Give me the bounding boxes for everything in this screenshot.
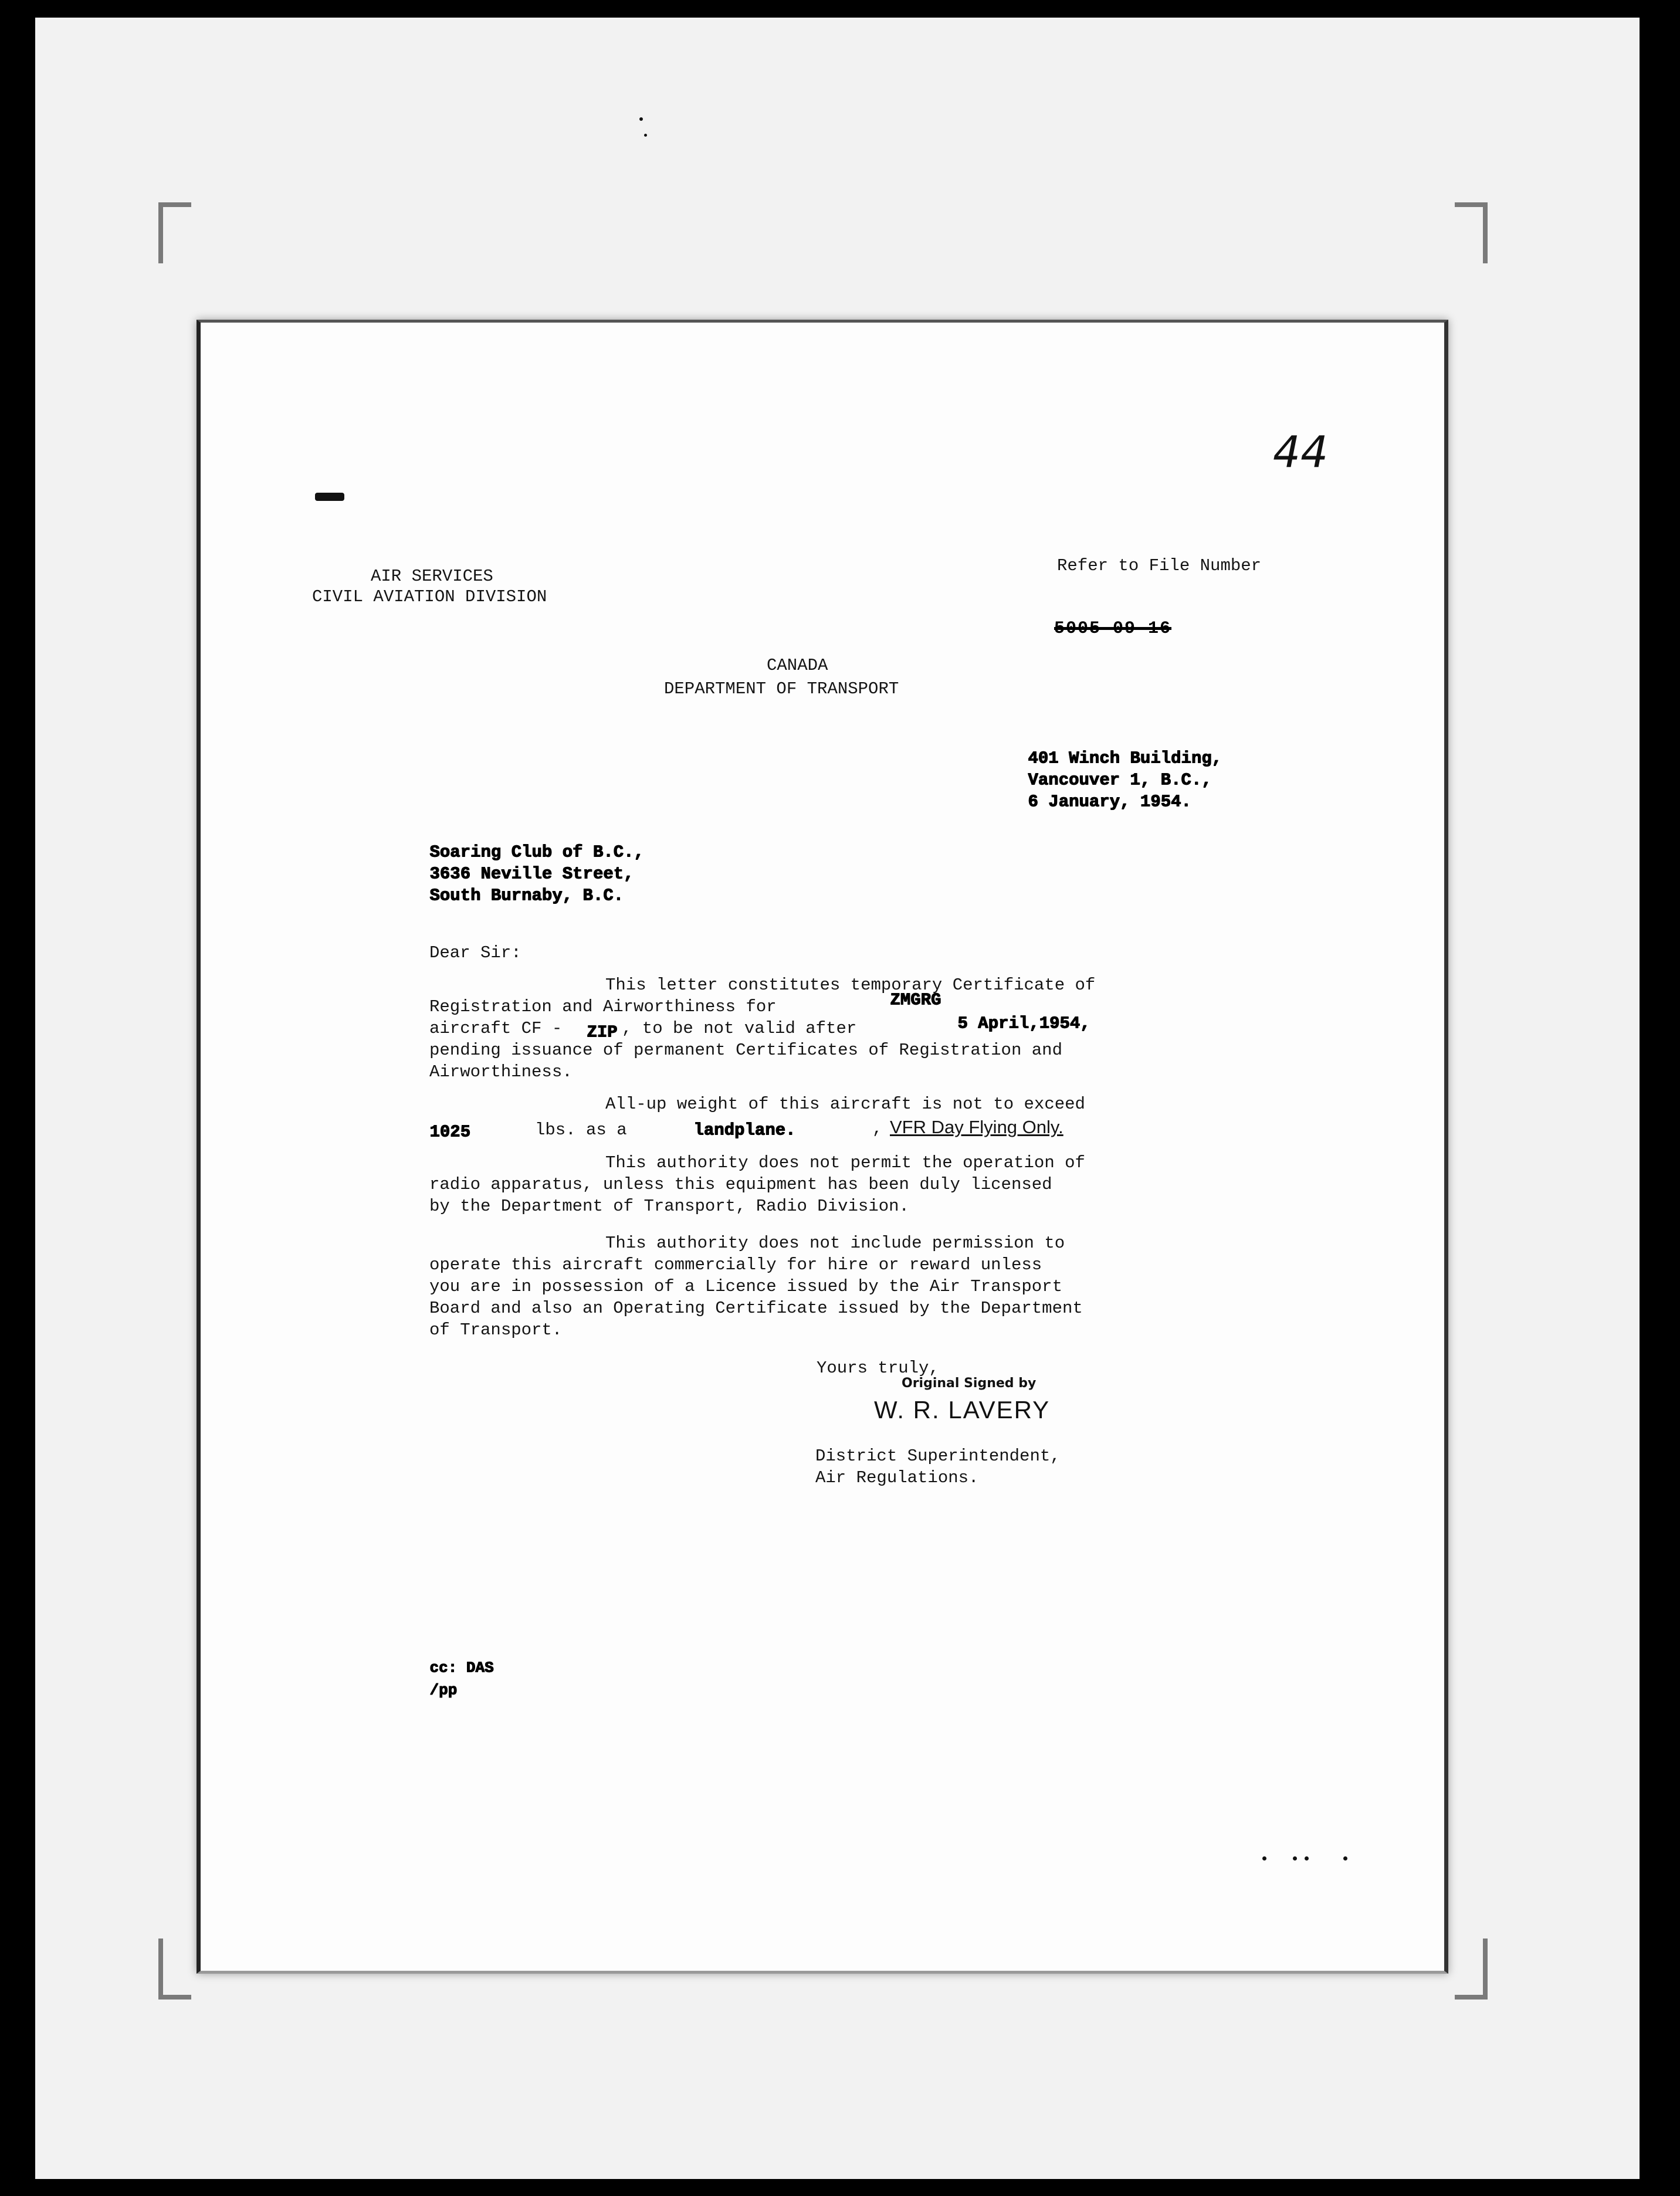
recipient-line2: 3636 Neville Street,	[429, 864, 634, 883]
signature-stamp-label: Original Signed by	[902, 1376, 1037, 1391]
fill-expiry-date: 5 April,1954,	[957, 1014, 1090, 1033]
letterhead-air-services: AIR SERVICES	[371, 567, 493, 586]
dust-speck	[639, 117, 643, 121]
file-reference-label: Refer to File Number	[1057, 556, 1262, 575]
letter-sheet	[197, 320, 1448, 1974]
ink-dot	[1262, 1856, 1266, 1860]
ink-dot	[1293, 1856, 1297, 1860]
crop-mark-bottom-right	[1455, 1939, 1488, 2000]
signatory-name: W. R. LAVERY	[874, 1396, 1051, 1424]
file-reference-number: 5005-09-16	[1054, 619, 1172, 639]
paragraph4-line3: you are in possession of a Licence issued by the Air Transport	[429, 1277, 1062, 1296]
fill-registration: ZIP	[587, 1022, 618, 1042]
paragraph4-line5: of Transport.	[429, 1320, 563, 1340]
paragraph2-line1: All-up weight of this aircraft is not to exceed	[605, 1094, 1085, 1114]
letterhead-civil-aviation-division: CIVIL AVIATION DIVISION	[312, 587, 547, 606]
ink-dot	[1305, 1856, 1309, 1860]
paragraph1-line5: Airworthiness.	[429, 1062, 573, 1082]
paragraph3-line3: by the Department of Transport, Radio Division.	[429, 1197, 909, 1216]
crop-mark-top-left	[158, 202, 191, 263]
dust-speck	[644, 134, 647, 137]
salutation: Dear Sir:	[429, 943, 521, 963]
recipient-line1: Soaring Club of B.C.,	[429, 842, 644, 862]
paragraph4-line1: This authority does not include permission to	[605, 1233, 1065, 1253]
typist-initials: /pp	[429, 1681, 457, 1699]
recipient-line3: South Burnaby, B.C.	[429, 886, 624, 905]
fill-aircraft-class: landplane.	[693, 1120, 796, 1140]
letter-date: 6 January, 1954.	[1028, 792, 1191, 811]
ink-dot	[1343, 1856, 1347, 1860]
paragraph3-line1: This authority does not permit the operation of	[605, 1153, 1085, 1172]
letterhead-department: DEPARTMENT OF TRANSPORT	[664, 679, 899, 699]
sender-address-line2: Vancouver 1, B.C.,	[1028, 770, 1212, 789]
paragraph2-lbs-label: lbs. as a	[535, 1120, 627, 1140]
complimentary-close: Yours truly,	[817, 1358, 939, 1378]
signatory-title-line1: District Superintendent,	[815, 1446, 1061, 1466]
paragraph1-line1: This letter constitutes temporary Certificate of	[605, 975, 1096, 995]
folio-number: 44	[1273, 427, 1329, 477]
crop-mark-bottom-left	[158, 1939, 191, 2000]
paragraph1-line4: pending issuance of permanent Certificates of Registration and	[429, 1041, 1062, 1060]
copy-notation: cc: DAS	[429, 1659, 494, 1676]
flight-restriction: VFR Day Flying Only.	[890, 1117, 1063, 1137]
fill-weight: 1025	[429, 1122, 470, 1141]
paragraph1-line3b: , to be not valid after	[622, 1019, 857, 1038]
ink-mark	[315, 493, 344, 501]
paragraph1-line2: Registration and Airworthiness for	[429, 997, 777, 1016]
paragraph4-line2: operate this aircraft commercially for hire or reward unless	[429, 1255, 1042, 1275]
letterhead-country: CANADA	[767, 656, 828, 675]
paragraph3-line2: radio apparatus, unless this equipment has been duly licensed	[429, 1175, 1052, 1194]
restriction-comma: ,	[872, 1119, 883, 1138]
crop-mark-top-right	[1455, 202, 1488, 263]
paragraph4-line4: Board and also an Operating Certificate issued by the Department	[429, 1299, 1083, 1318]
fill-aircraft-type: ZMGRG	[890, 990, 941, 1009]
paragraph1-line3a: aircraft CF -	[429, 1019, 563, 1038]
signatory-title-line2: Air Regulations.	[815, 1468, 979, 1487]
sender-address-line1: 401 Winch Building,	[1028, 748, 1222, 768]
